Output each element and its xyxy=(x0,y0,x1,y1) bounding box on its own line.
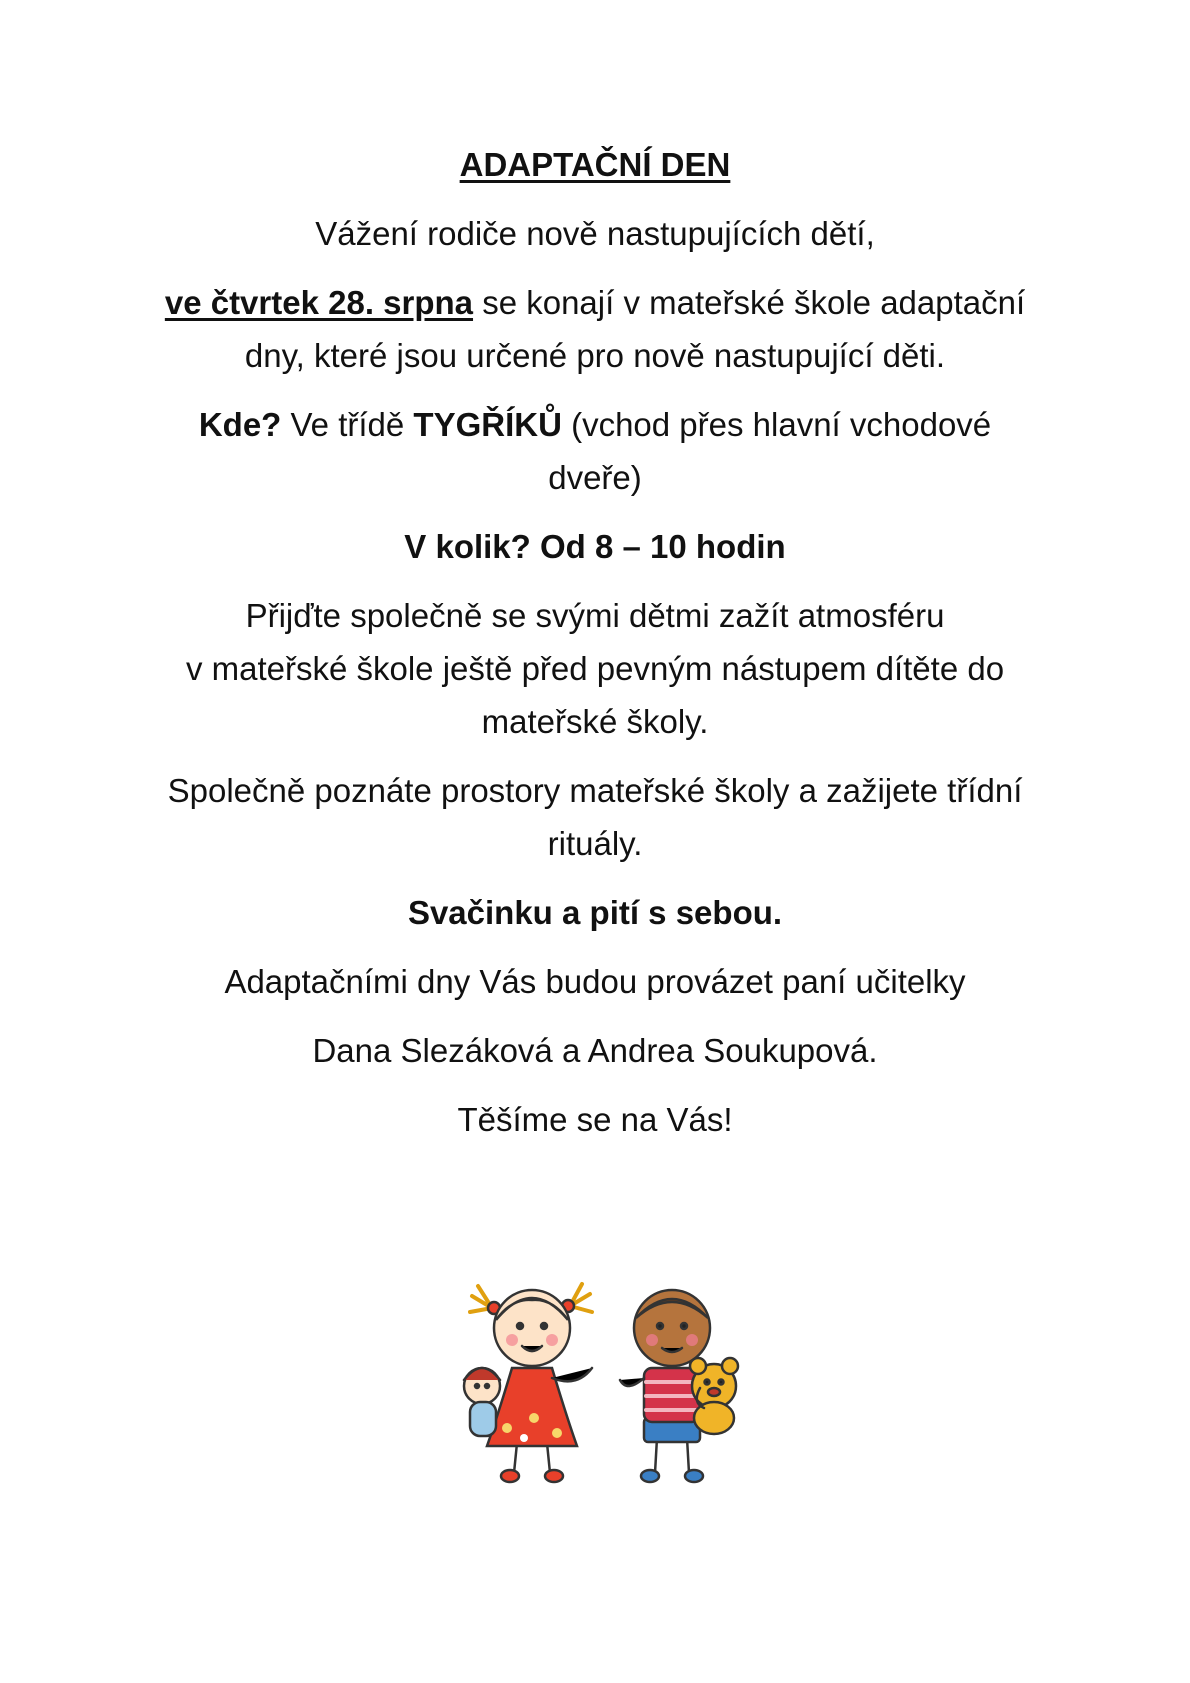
where-text-2: (vchod přes hlavní vchodové dveře) xyxy=(548,406,992,496)
when-paragraph: V kolik? Od 8 – 10 hodin xyxy=(404,528,786,565)
where-label: Kde? xyxy=(198,406,282,443)
greeting: Vážení rodiče nově nastupujících dětí, xyxy=(315,215,875,252)
snack-paragraph: Svačinku a pití s sebou. xyxy=(407,894,783,931)
where-paragraph xyxy=(150,398,1040,504)
two-children-clipart-icon xyxy=(452,1268,782,1488)
date-rest: se konají v mateřské škole adaptační dny, které jsou určené pro nově nastupující děti. xyxy=(244,284,1026,374)
where-text-1: Ve třídě xyxy=(281,406,414,443)
title-text: ADAPTAČNÍ DEN xyxy=(459,146,731,183)
date-paragraph xyxy=(150,276,1040,382)
invite-paragraph xyxy=(150,589,1040,748)
document-title xyxy=(150,138,1040,191)
event-date: ve čtvrtek 28. srpna xyxy=(164,284,474,321)
boy-figure xyxy=(620,1290,738,1482)
closing-line: Těšíme se na Vás! xyxy=(457,1101,733,1138)
class-name: TYGŘÍKŮ xyxy=(413,406,562,443)
teachers-intro: Adaptačními dny Vás budou provázet paní učitelky xyxy=(224,963,966,1000)
invite-line-2: v mateřské škole ještě před pevným nástupem dítěte do mateřské školy. xyxy=(185,650,1005,740)
invite-line-1: Přijďte společně se svými dětmi zažít atmosféru xyxy=(245,597,945,634)
document-body xyxy=(150,138,1040,1162)
teachers-names: Dana Slezáková a Andrea Soukupová. xyxy=(312,1032,878,1069)
girl-figure xyxy=(464,1284,592,1482)
explore-paragraph: Společně poznáte prostory mateřské školy a zažijete třídní rituály. xyxy=(167,772,1023,862)
